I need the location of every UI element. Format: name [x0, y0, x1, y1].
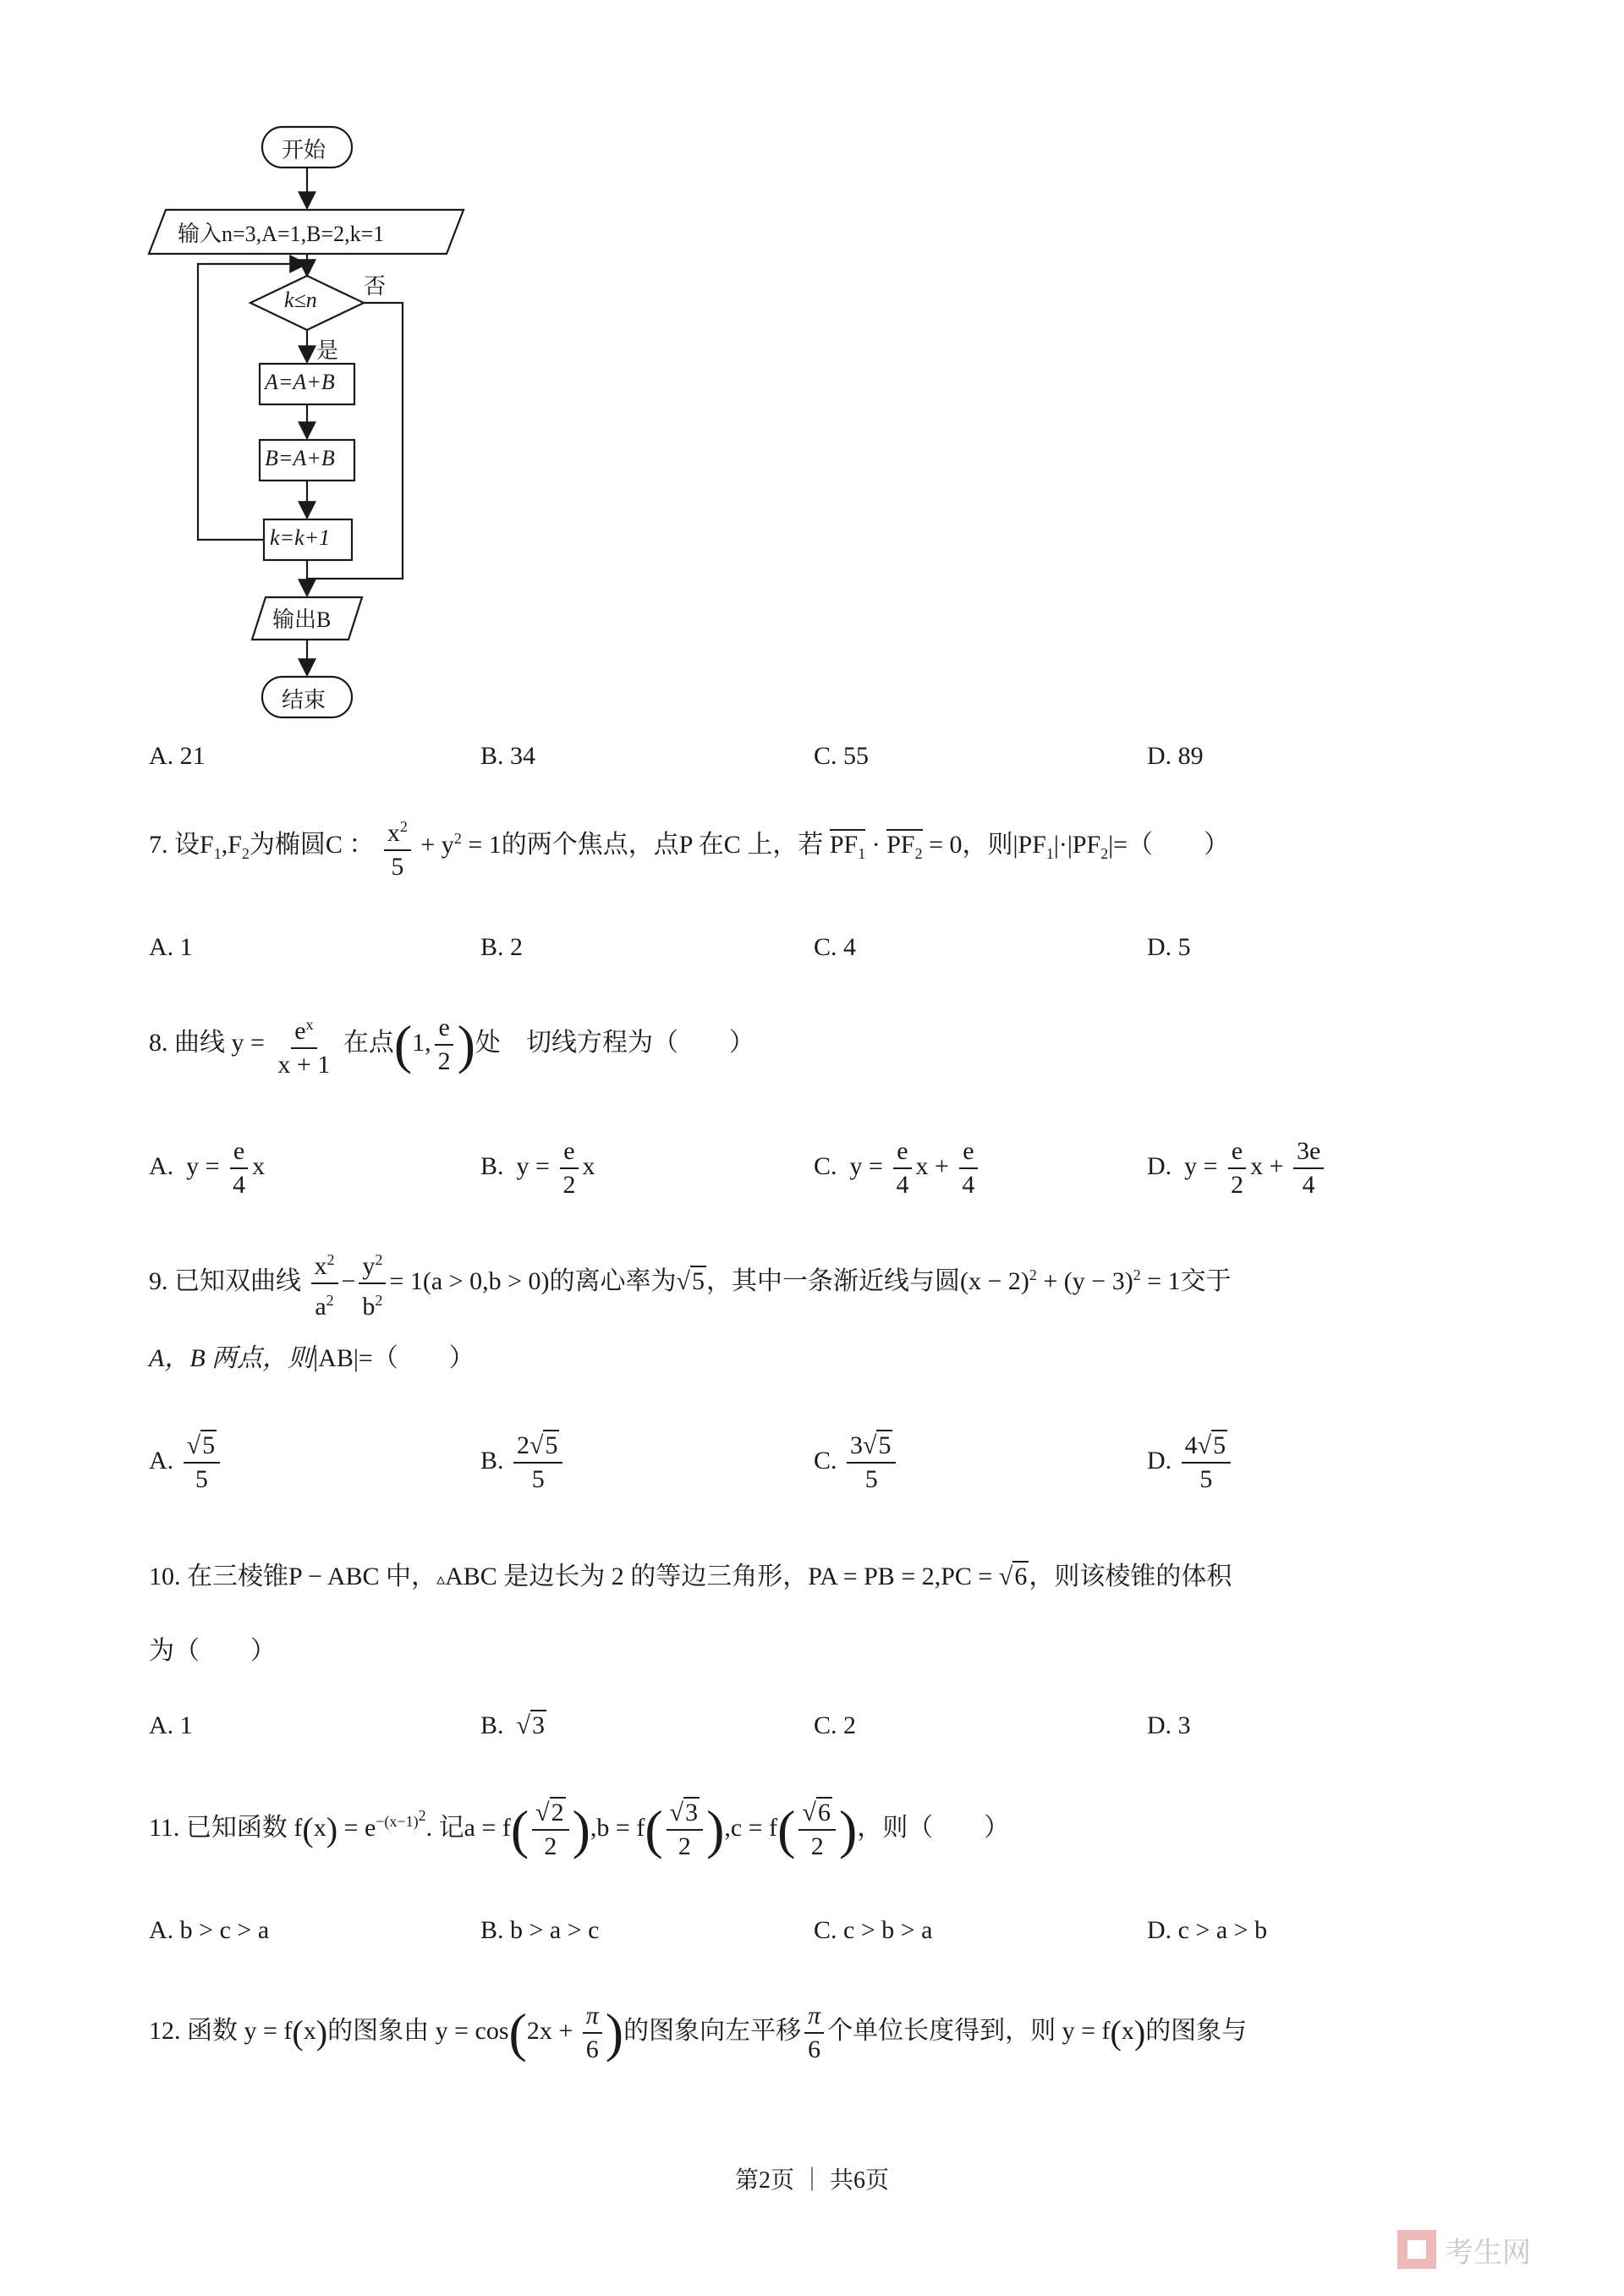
- question-8: 8. 曲线 y = $\frac{e^x}{x + 1}$ 在点(1, $\frac{e}{2}$ )处 切线方程为（ ）: [149, 1008, 754, 1081]
- q10-option-b: B. √3: [480, 1711, 545, 1739]
- q10-option-c: C. 2: [814, 1711, 857, 1739]
- q9-option-d: D. $\frac{4√5}{5}$: [1147, 1430, 1234, 1496]
- q7-option-d: D. 5: [1147, 933, 1191, 961]
- q6-option-a: A. 21: [149, 742, 206, 770]
- q8-option-b: B. y = $\frac{e}{2}$ x: [480, 1137, 595, 1199]
- q6-option-d: D. 89: [1147, 742, 1204, 770]
- q11-option-c: C. c > b > a: [814, 1916, 933, 1944]
- q10-option-a: A. 1: [149, 1711, 193, 1739]
- question-10: 10. 在三棱锥P − ABC 中，▵ABC 是边长为 2 的等边三角形，PA = PB = 2,PC = √6，则该棱锥的体积: [149, 1563, 1232, 1590]
- watermark-logo: [1396, 2225, 1590, 2276]
- q9-option-a: A. $\frac{√5}{5}$: [149, 1430, 223, 1496]
- question-12: 12. 函数 y = f(x)的图象由 y = cos(2x + $\frac{\pi}{6}$ )的图象向左平移 $\frac{\pi}{6}$ 个单位长度得到，则 y = f(x)的图象与: [149, 2002, 1248, 2063]
- q9-option-c: C. $\frac{3√5}{5}$: [814, 1430, 899, 1496]
- watermark-text: 考生网: [1445, 2236, 1531, 2270]
- input-label: 输入n=3,A=1,B=2,k=1: [178, 222, 385, 246]
- q8-option-a: A. y = $\frac{e}{4}$ x: [149, 1137, 266, 1199]
- step3-label: k=k+1: [270, 525, 331, 550]
- q6-option-c: C. 55: [814, 742, 870, 770]
- yes-label: 是: [316, 338, 339, 363]
- condition-label: k≤n: [284, 288, 317, 312]
- q8-option-c: C. y = $\frac{e}{4}$ x + $\frac{e}{4}$: [814, 1135, 981, 1201]
- q10-option-d: D. 3: [1147, 1711, 1191, 1739]
- question-9-line2: A，B 两点，则|AB|=（ ）: [149, 1344, 475, 1372]
- step2-label: B=A+B: [265, 446, 335, 470]
- output-label: 输出B: [272, 607, 332, 632]
- no-label: 否: [364, 274, 387, 299]
- q7-option-b: B. 2: [480, 933, 524, 961]
- q11-option-a: A. b > c > a: [149, 1916, 270, 1944]
- step1-label: A=A+B: [265, 370, 335, 394]
- page-footer: 第2页 ｜ 共6页: [734, 2167, 889, 2194]
- start-label: 开始: [282, 138, 326, 162]
- question-9: 9. 已知双曲线 $\frac{x^2}{a^2}$ − $\frac{y^2}{b^2}$ = 1(a > 0,b > 0)的离心率为√5，其中一条渐近线与圆$(x - 2)^2 + (y - 3)^2 = 1$交于: [149, 1244, 1232, 1323]
- question-10-line2: 为（ ）: [149, 1637, 276, 1665]
- flowchart: [0, 0, 474, 744]
- question-7: 7. 设$F_1,F_2$为椭圆C ： $\frac{x^2}{5}$ + $y^2 = 1$的两个焦点，点P 在C 上，若 $PF_1 \cdot PF_2 = 0$，则$|PF_1|\cdot|PF_2|=$（ ）: [149, 810, 1229, 883]
- question-11: 11. 已知函数 $f(x) = e^{-(x-1)^2}$. 记a = f( $\frac{√2}{2}$ ),b = f( $\frac{√3}{2}$ ),c = f( $\frac{√6}{2}$ )，则（ ）: [149, 1799, 1010, 1860]
- q6-option-b: B. 34: [480, 742, 536, 770]
- q11-option-b: B. b > a > c: [480, 1916, 600, 1944]
- end-label: 结束: [282, 688, 326, 712]
- q7-option-a: A. 1: [149, 933, 193, 961]
- q8-option-d: D. y = $\frac{e}{2}$ x + $\frac{3e}{4}$: [1147, 1135, 1327, 1201]
- q7-option-c: C. 4: [814, 933, 857, 961]
- q9-option-b: B. $\frac{2√5}{5}$: [480, 1430, 566, 1496]
- q11-option-d: D. c > a > b: [1147, 1916, 1268, 1944]
